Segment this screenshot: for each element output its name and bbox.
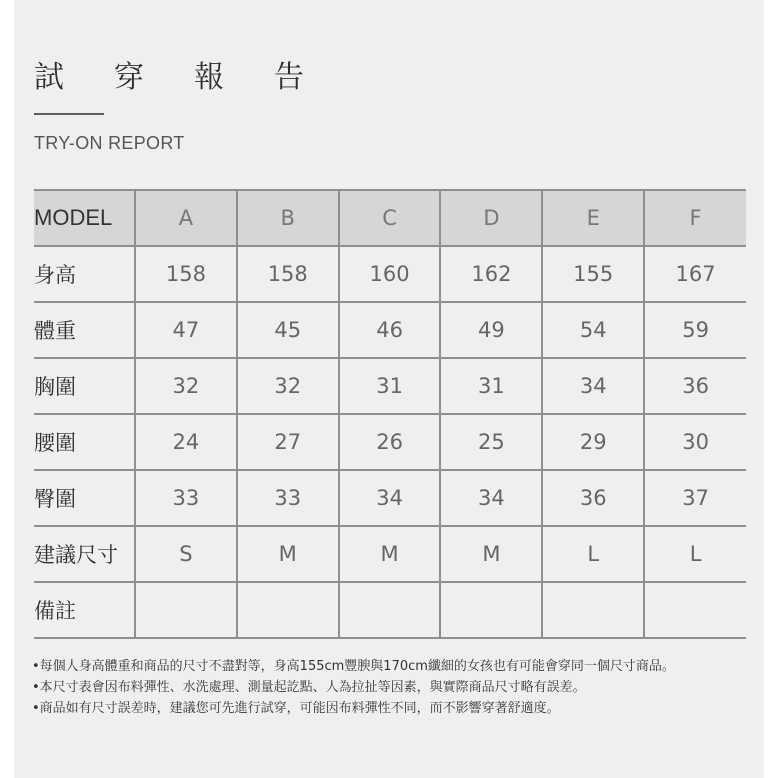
table-cell: 27 [237, 414, 339, 470]
note-line: •本尺寸表會因布料彈性、水洗處理、測量起訖點、人為拉扯等因素，與實際商品尺寸略有誤差。 [32, 680, 586, 695]
table-row [34, 470, 746, 526]
table-row [34, 246, 746, 302]
table-cell: 162 [440, 246, 542, 302]
table-cell: 59 [644, 302, 746, 358]
table-cell [440, 582, 542, 638]
header-cell-model: MODEL [34, 190, 135, 246]
table-cell [644, 582, 746, 638]
table-cell: M [440, 526, 542, 582]
page-title [34, 52, 354, 96]
table-cell: 30 [644, 414, 746, 470]
table-cell: 45 [237, 302, 339, 358]
table-cell [237, 582, 339, 638]
table-cell: 46 [339, 302, 441, 358]
table-cell: M [339, 526, 441, 582]
table-cell: 31 [440, 358, 542, 414]
table-cell: 31 [339, 358, 441, 414]
header-cell-model-id: B [237, 190, 339, 246]
row-label: 身高 [34, 246, 135, 302]
title-char: 試 [34, 60, 64, 95]
row-label: 備註 [34, 582, 135, 638]
row-label: 胸圍 [34, 358, 135, 414]
row-label: 腰圍 [34, 414, 135, 470]
row-label: 體重 [34, 302, 135, 358]
table-cell: 32 [135, 358, 237, 414]
table-cell: 158 [135, 246, 237, 302]
table-cell: 33 [135, 470, 237, 526]
table-cell: 54 [542, 302, 644, 358]
row-label: 臀圍 [34, 470, 135, 526]
table-cell [135, 582, 237, 638]
table-header-row [34, 190, 746, 246]
row-label: 建議尺寸 [34, 526, 135, 582]
title-char: 穿 [114, 60, 144, 95]
title-char: 告 [274, 60, 304, 95]
notes [32, 656, 762, 719]
table-row [34, 302, 746, 358]
table-cell: S [135, 526, 237, 582]
table-cell: 24 [135, 414, 237, 470]
table-row [34, 582, 746, 638]
table-cell: L [542, 526, 644, 582]
table-cell: 33 [237, 470, 339, 526]
table-cell: 26 [339, 414, 441, 470]
table-cell: 47 [135, 302, 237, 358]
table-cell: M [237, 526, 339, 582]
table-cell: 36 [644, 358, 746, 414]
header-cell-model-id: D [440, 190, 542, 246]
table-cell: 37 [644, 470, 746, 526]
table-cell: 160 [339, 246, 441, 302]
note-line: •商品如有尺寸誤差時，建議您可先進行試穿，可能因布料彈性不同，而不影響穿著舒適度。 [32, 701, 560, 716]
table-cell [542, 582, 644, 638]
table-cell: L [644, 526, 746, 582]
table-cell: 25 [440, 414, 542, 470]
size-table [34, 189, 746, 639]
note-line: •每個人身高體重和商品的尺寸不盡對等，身高155cm豐腴與170cm纖細的女孩也有可能會穿同一個尺寸商品。 [32, 659, 675, 674]
table-cell: 32 [237, 358, 339, 414]
table-cell: 155 [542, 246, 644, 302]
table-cell: 34 [440, 470, 542, 526]
title-underline [34, 113, 104, 115]
table-row [34, 358, 746, 414]
table-row [34, 526, 746, 582]
table-cell: 167 [644, 246, 746, 302]
table-cell: 49 [440, 302, 542, 358]
header-cell-model-id: F [644, 190, 746, 246]
header-cell-model-id: C [339, 190, 441, 246]
header-cell-model-id: A [135, 190, 237, 246]
page-subtitle: TRY-ON REPORT [34, 133, 185, 153]
table-cell: 34 [339, 470, 441, 526]
report-panel [14, 0, 764, 778]
table-cell: 29 [542, 414, 644, 470]
table-cell: 34 [542, 358, 644, 414]
table-cell: 158 [237, 246, 339, 302]
table-cell: 36 [542, 470, 644, 526]
table-row [34, 414, 746, 470]
title-char: 報 [194, 60, 224, 95]
header-cell-model-id: E [542, 190, 644, 246]
table-cell [339, 582, 441, 638]
